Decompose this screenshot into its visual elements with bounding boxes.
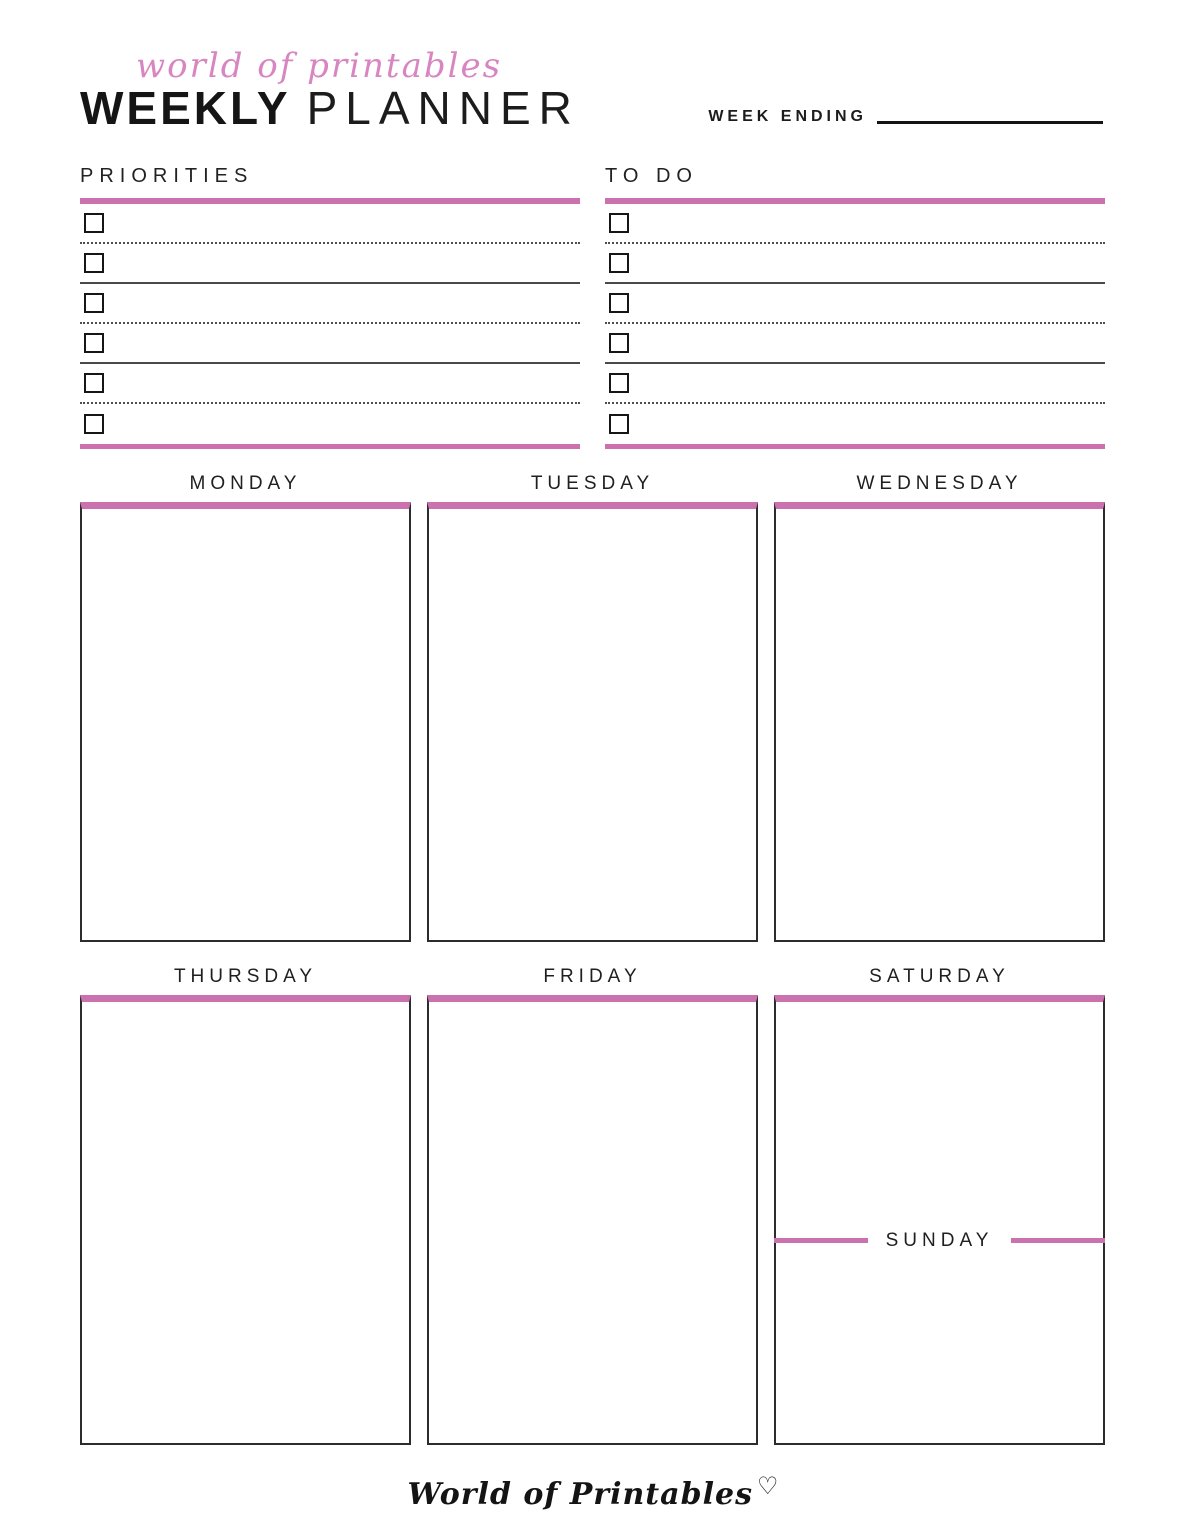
week-ending-input-line[interactable] [877,121,1103,124]
todo-row-2[interactable] [605,244,1105,284]
day-column-saturday [774,966,1105,1445]
day-column-wednesday [774,473,1105,942]
todo-row-3[interactable] [605,284,1105,324]
day-column-tuesday [427,473,758,942]
todo-row-4[interactable] [605,324,1105,364]
priorities-title: PRIORITIES [80,164,254,187]
priorities-row-3[interactable] [80,284,580,324]
checkbox[interactable] [609,293,629,313]
heart-icon: ♡ [756,1472,780,1500]
checkbox[interactable] [609,213,629,233]
day-column-friday [427,966,758,1445]
week-ending [708,108,1103,126]
sunday-divider-line-right [1011,1238,1105,1243]
todo-title: TO DO [605,164,698,187]
todo-row-5[interactable] [605,364,1105,404]
priorities-row-6[interactable] [80,404,580,444]
days-row-2 [80,966,1105,1445]
day-label-sunday: SUNDAY [885,1229,994,1251]
priorities-row-2[interactable] [80,244,580,284]
checkbox[interactable] [609,333,629,353]
brand-script-logo: world of printables [136,46,503,86]
day-label-monday: MONDAY [189,472,302,494]
checkbox[interactable] [84,213,104,233]
day-label-thursday: THURSDAY [173,965,318,987]
day-column-monday [80,473,411,942]
todo-accent-line-bottom [605,444,1105,449]
checkbox[interactable] [609,414,629,434]
priorities-row-4[interactable] [80,324,580,364]
page-title-weekly: WEEKLY [80,81,291,134]
todo-row-6[interactable] [605,404,1105,444]
checkbox[interactable] [84,293,104,313]
priorities-accent-line-bottom [80,444,580,449]
footer-logo-text: World of Printables [407,1477,753,1512]
day-box-friday[interactable] [427,995,758,1445]
checkbox[interactable] [84,333,104,353]
day-column-thursday [80,966,411,1445]
day-box-monday[interactable] [80,502,411,942]
days-row-1 [80,473,1105,942]
todo-row-1[interactable] [605,204,1105,244]
day-box-wednesday[interactable] [774,502,1105,942]
checkbox[interactable] [84,253,104,273]
day-label-saturday: SATURDAY [869,965,1010,987]
checkbox[interactable] [609,253,629,273]
checkbox[interactable] [84,373,104,393]
day-box-thursday[interactable] [80,995,411,1445]
day-label-friday: FRIDAY [543,965,642,987]
checkbox[interactable] [609,373,629,393]
priorities-section [80,165,580,449]
sunday-divider [774,1230,1105,1252]
todo-section [605,165,1105,449]
day-label-tuesday: TUESDAY [530,472,655,494]
priorities-row-1[interactable] [80,204,580,244]
checkbox[interactable] [84,414,104,434]
day-box-tuesday[interactable] [427,502,758,942]
day-label-wednesday: WEDNESDAY [856,472,1023,494]
page-title-planner: PLANNER [306,81,580,134]
day-box-saturday-sunday[interactable] [774,995,1105,1445]
sunday-divider-line-left [774,1238,868,1243]
checklist-sections [80,165,1105,449]
priorities-row-5[interactable] [80,364,580,404]
footer-logo [0,1472,1187,1512]
week-ending-label: WEEK ENDING [708,108,867,125]
